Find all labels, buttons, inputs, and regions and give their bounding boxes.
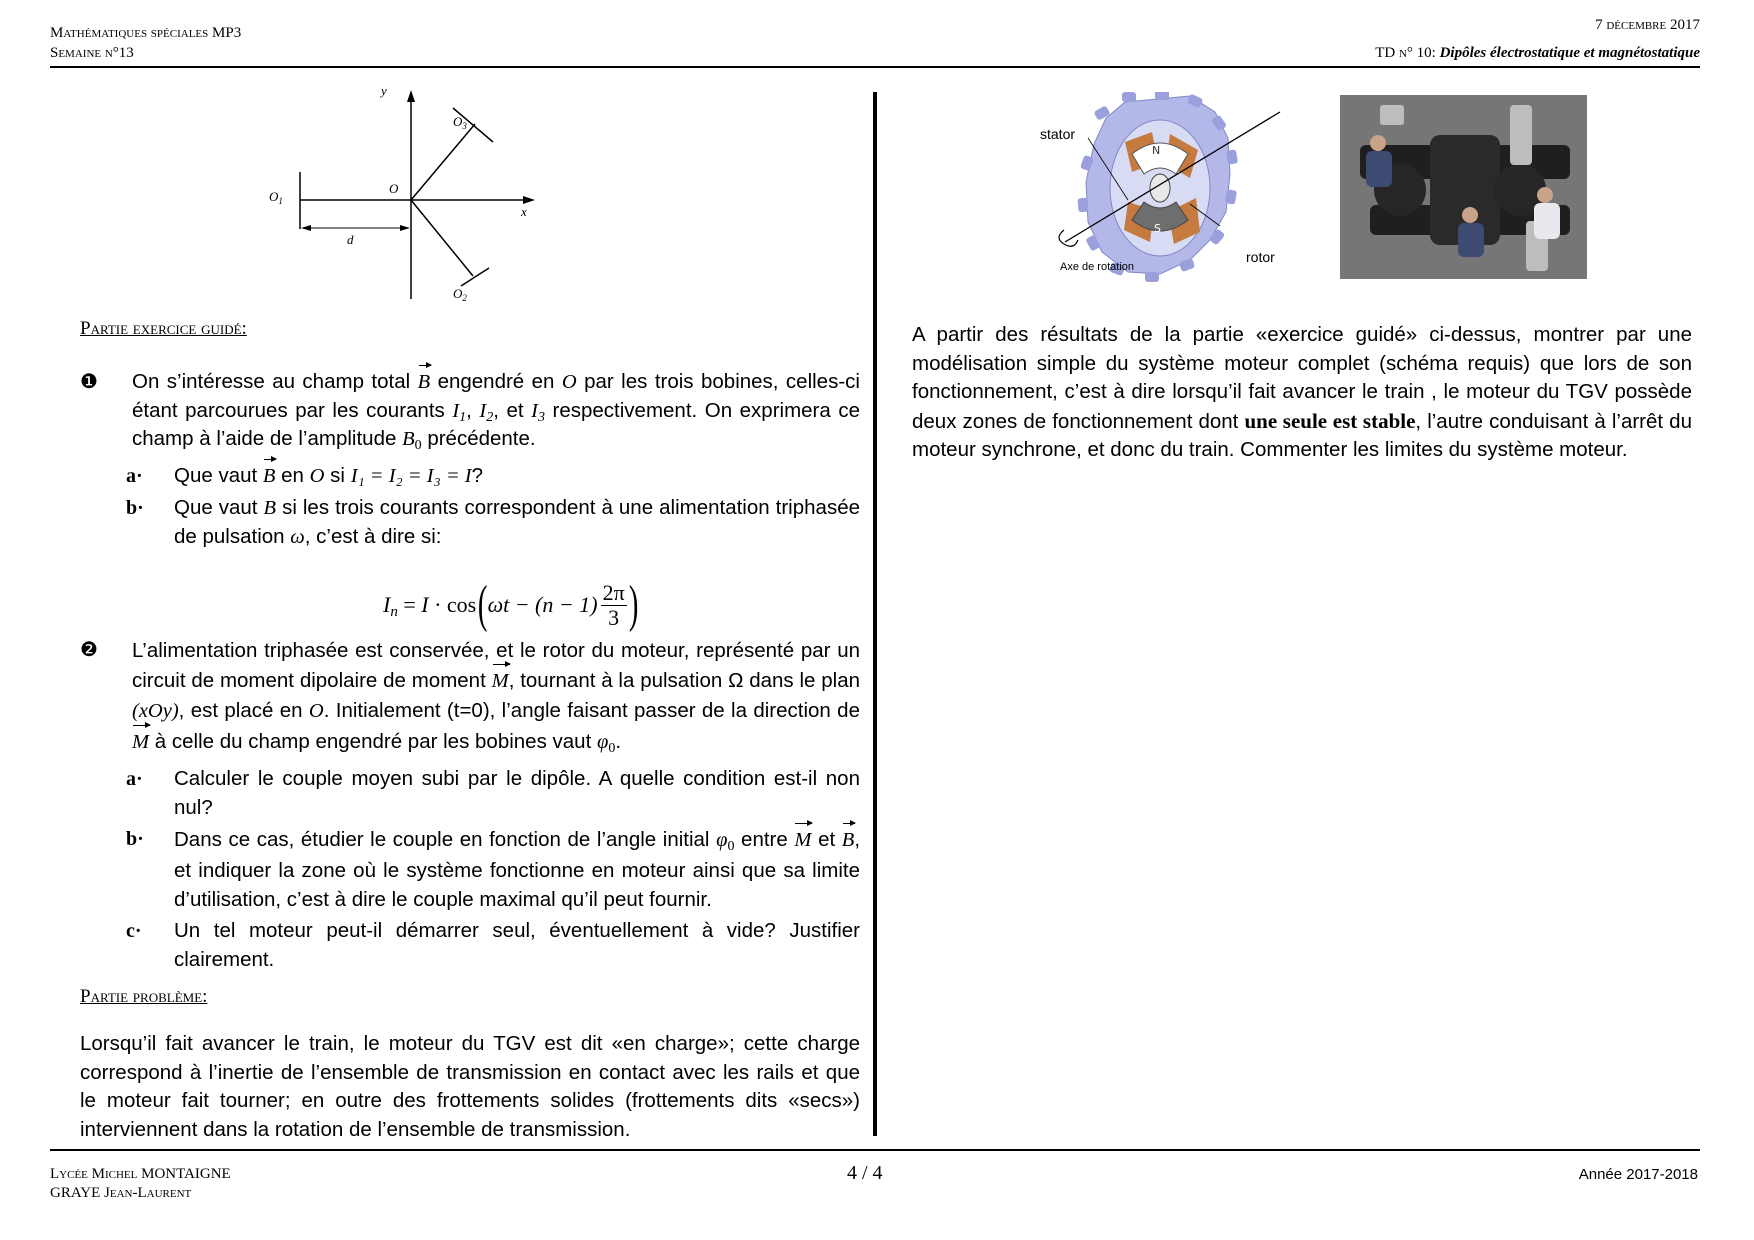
q1-i1: $I_1$: [452, 399, 467, 425]
question-2: [80, 636, 860, 757]
q2c-text: Un tel moteur peut-il démarrer seul, éventuellement à vide? Justifier clairement.: [174, 919, 860, 971]
rotation-arrow-icon: [1059, 230, 1078, 246]
x-axis-arrow: [523, 196, 535, 204]
o3-label: $O_3$: [453, 114, 467, 131]
problem-text: Lorsqu’il fait avancer le train, le moteur du TGV est dit «en charge»; cette charge correspond à l’inertie de l’ensemble de transmission en contact avec les rails et que le moteur fait tourner; en outre des frottements solides (frottements dits «secs») interviennent dans la rotation de l’ensemble de transmission.: [80, 1032, 860, 1141]
q2b-text-d: , et indiquer la zone où le système fonctionne en moteur ainsi que sa limite d’utilisation, c’est à dire le couple maximal qu’il peut fournir.: [174, 828, 861, 911]
formula-cos: · cos: [428, 592, 477, 617]
q1b-text-c: , c’est à dire si:: [304, 524, 442, 548]
formula-amplitude: I: [421, 592, 429, 617]
question-2a-marker: a·: [126, 768, 143, 790]
q1a-text-b: en: [281, 464, 304, 487]
header-td-title: [1375, 44, 1700, 63]
rotor-label: rotor: [1246, 249, 1275, 265]
q2b-vector-m: M: [794, 826, 811, 856]
question-1b: [124, 494, 860, 551]
q1-point-o: O: [561, 371, 577, 393]
header-date: 7 décembre 2017: [1595, 17, 1700, 33]
q1a-text-c: si: [330, 464, 345, 487]
axis-label: Axe de rotation: [1060, 261, 1134, 273]
q1b-omega: ω: [290, 525, 305, 548]
question-2c-marker: c·: [126, 920, 142, 942]
formula-lhs: $I_n$: [383, 592, 398, 620]
synchronous-motor-figure: [1040, 92, 1310, 282]
q2-text-a: L’alimentation triphasée est conservée, et le rotor du moteur, représenté par un circuit de moment dipolaire de moment: [132, 639, 860, 692]
right-column-text: [912, 321, 1692, 465]
right-text-bold: une seule est stable: [1244, 408, 1416, 433]
q2-text-b: , tournant à la pulsation Ω dans le plan: [508, 668, 860, 692]
q1-text-e: précédente.: [427, 427, 536, 450]
q1a-point-o: O: [309, 465, 325, 487]
q1-text-c: par les trois bobines, celles-ci étant parcourues par les courants: [132, 370, 860, 422]
q1-i2: $I_2$: [479, 399, 494, 425]
q1-b0: $B_0$: [402, 428, 422, 453]
question-1: ❶ On s’intéresse au champ total B engendré en O par les trois bobines, celles-ci étant parcourues par les courants $I_1$, $I_2$, et $I_3$ respectivement. On exprimera ce champ à l’aide de l’amplitude $B_0$ précédente.: [80, 370, 860, 453]
header-course-title: Mathématiques spéciales MP3: [50, 25, 242, 41]
y-axis-arrow: [407, 90, 415, 102]
header-week: Semaine n°13: [50, 45, 134, 61]
q2a-text: Calculer le couple moyen subi par le dipôle. A quelle condition est-il non nul?: [174, 767, 860, 819]
question-2b: [124, 825, 860, 915]
header-rule: [50, 66, 1700, 68]
q2b-vector-b: B: [842, 826, 855, 856]
o1-label: $O_1$: [269, 189, 283, 206]
q1-i3: $I_3$: [531, 399, 545, 425]
d-label: d: [347, 232, 354, 247]
formula-inner: ωt − (n − 1): [487, 592, 598, 617]
footer-page-number: 4 / 4: [847, 1162, 883, 1184]
footer-author: GRAYE Jean-Laurent: [50, 1185, 192, 1201]
q2-text-d: . Initialement (t=0), l’angle faisant passer de la direction de: [323, 699, 860, 722]
q2b-text-a: Dans ce cas, étudier le couple en fonction de l’angle initial: [174, 828, 710, 851]
column-separator: [873, 92, 877, 1136]
guided-heading: Partie exercice guidé:: [80, 318, 247, 339]
q2-vector-m: M: [492, 667, 509, 697]
formula-numerator: 2π: [602, 579, 625, 605]
q1b-text-b: si les trois courants correspondent à une alimentation triphasée de pulsation: [174, 496, 860, 548]
q1b-text-a: Que vaut: [174, 496, 258, 519]
footer-year: Année 2017-2018: [1578, 1166, 1698, 1183]
q1b-b: B: [263, 497, 277, 519]
q1a-equation: I₁ = I₂ = I₃ = I: [350, 465, 472, 487]
q1-text-a: On s’intéresse au champ total: [132, 370, 411, 393]
distance-arrow-left: [301, 225, 311, 231]
formula-paren-open: (: [478, 576, 488, 633]
north-pole-label: N: [1152, 144, 1161, 157]
x-label: x: [521, 204, 527, 219]
q2-plane: (xOy): [132, 700, 179, 722]
question-2a: [124, 765, 860, 822]
q2-phi0: $\varphi_0$: [596, 730, 616, 756]
question-2b-marker: b·: [126, 828, 144, 850]
coil-2-radius: [411, 200, 473, 276]
distance-arrow-right: [400, 225, 410, 231]
q1-and: , et: [493, 398, 524, 422]
header-td-number: TD n° 10:: [1375, 45, 1436, 61]
question-1a-marker: a·: [126, 465, 143, 487]
q2-text-e: à celle du champ engendré par les bobines vaut: [154, 729, 592, 753]
question-2-marker: ❷: [80, 639, 98, 661]
footer-school: Lycée Michel MONTAIGNE: [50, 1166, 231, 1182]
question-2c: [124, 917, 860, 974]
right-text-b: , l’autre conduisant à l’arrêt du moteur synchrone, et donc du train. Commenter les limites du système moteur.: [912, 409, 1692, 461]
q1a-vector-b: B: [263, 462, 276, 491]
q1a-text-a: Que vaut: [174, 464, 258, 487]
footer-rule: [50, 1149, 1700, 1151]
header-td-subject: Dipôles électrostatique et magnétostatique: [1439, 45, 1700, 61]
question-1b-marker: b·: [126, 497, 144, 519]
q2b-phi0: $\varphi_0$: [716, 829, 735, 854]
q1a-text-d: ?: [471, 464, 484, 487]
coil-2: [461, 268, 489, 286]
formula-fraction: [601, 581, 627, 630]
q1-vector-b: B: [418, 368, 431, 397]
right-text-a: A partir des résultats de la partie «exercice guidé» ci-dessus, montrer par une modélisation simple du système moteur complet (schéma requis) que lors de son fonctionnement, c’est à dire lorsqu’il fait avancer le train , le moteur du TGV possède deux zones de fonctionnement dont: [912, 323, 1692, 433]
coil-3-radius: [411, 124, 475, 200]
o2-label: $O_2$: [453, 286, 467, 303]
formula-denominator: 3: [608, 604, 620, 630]
q2b-text-c: et: [818, 828, 836, 851]
q2-text-c: , est placé en: [178, 699, 303, 722]
q2b-text-b: entre: [741, 828, 788, 851]
q2-vector-m-2: M: [132, 728, 149, 758]
q1-text-d: respectivement. On exprimera ce champ à l’aide de l’amplitude: [132, 398, 860, 450]
q2-point-o: O: [308, 700, 324, 722]
y-label: y: [381, 84, 387, 98]
formula-equals: =: [397, 592, 422, 617]
south-pole-label: S: [1154, 222, 1161, 235]
problem-heading: Partie problème:: [80, 986, 208, 1007]
current-formula: [383, 575, 642, 635]
question-1a: [124, 462, 860, 491]
origin-label: O: [389, 181, 399, 196]
stator-label: stator: [1040, 126, 1076, 142]
formula-paren-close: ): [628, 576, 639, 633]
coil-geometry-diagram: [255, 84, 555, 306]
q2-text-f: .: [615, 729, 622, 753]
question-1-marker: ❶: [80, 371, 98, 393]
q1-text-b: engendré en: [437, 370, 555, 393]
tgv-bogie-photo: [1340, 95, 1587, 279]
